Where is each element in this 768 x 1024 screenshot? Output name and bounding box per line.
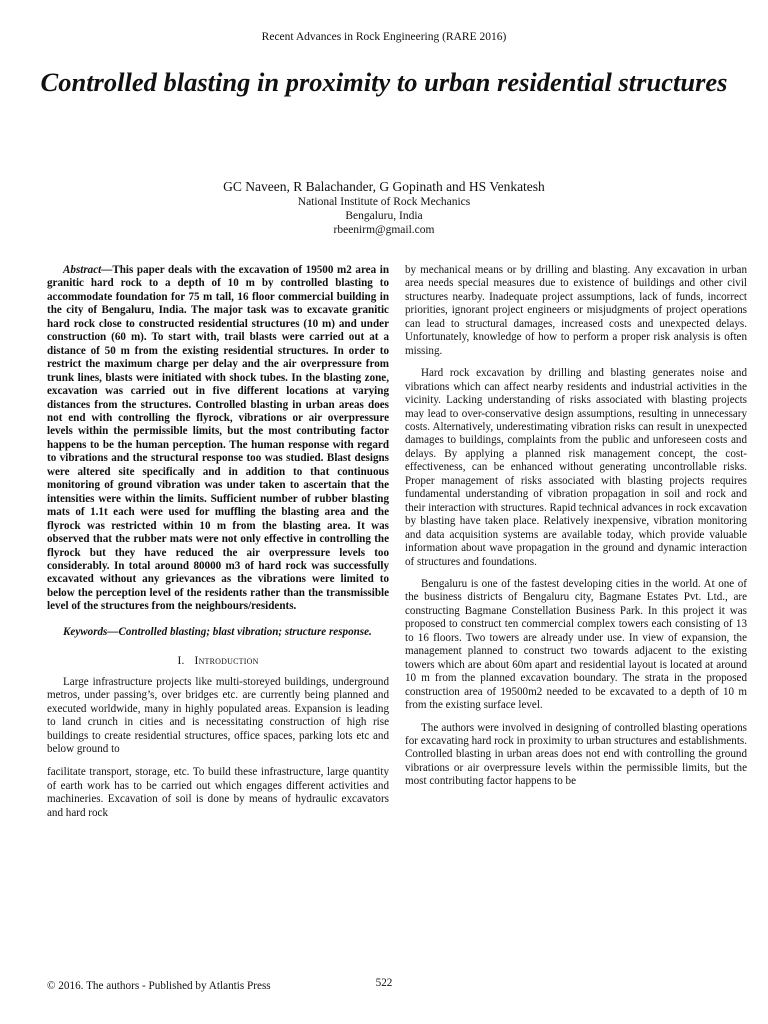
author-email: rbeenirm@gmail.com [333, 224, 435, 236]
section-title: Introduction [194, 655, 259, 668]
abstract-label: Abstract [63, 264, 102, 276]
paper-title: Controlled blasting in proximity to urban residential structures [40, 67, 728, 97]
abstract-text: This paper deals with the excavation of 19500 m2 area in granitic hard rock to a depth of 10 m by controlled blasting to accommodate foundation for 75 m tall, 16 floor commercial building in the city of Bengaluru, India. The major task was to excavate granitic hard rock close to constructed residential structures (10 m) and under construction (60 m). To start with, trail blasts were carried out at a distance of 50 m from the existing residential structures. In order to restrict the maximum charge per delay and the air overpressure from trunk lines, blasts were initiated with shock tubes. In the blasting zone, excavation was carried out in five different locations at varying distances from the structures. Controlled blasting in urban areas does not end with controlling the flyrock, vibrations or air overpressure levels within the permissible limits, but the most contributing factor happens to be the human perception. The human response with regard to vibrations and the structural response too was studied. Blast designs were altered site specifically and in addition to that continuous monitoring of ground vibration was under taken to ascertain that the intensities were within the limits. Sufficient number of rubber blasting mats of 1.1t each were used for muffling the blasting area and the flyrock was restricted within 10 m from the blasting area. It was observed that the rubber mats were not only effective in controlling the flyrock but they have reduced the air overpressure levels too considerably. In total around 80000 m3 of hard rock was successfully excavated without any grievances as the vibrations were limited to below the perception level of the residents rather than the transmissible level of the structures from the neighbours/residents. [47, 264, 389, 613]
section-number: I. [177, 655, 185, 668]
author-block [0, 178, 768, 237]
keywords-paragraph [47, 626, 389, 639]
author-names: GC Naveen, R Balachander, G Gopinath and HS Venkatesh [223, 179, 545, 194]
author-institution: National Institute of Rock Mechanics [297, 196, 471, 208]
intro-paragraph-2: facilitate transport, storage, etc. To build these infrastructure, large quantity of earth work has to be carried out which engages different activities and machineries. Excavation of soil is done by means of hydraulic excavators and hard rock [47, 766, 389, 819]
body-paragraph-3: Bengaluru is one of the fastest developing cities in the world. At one of the business districts of Bengaluru city, Bagmane Estates Pvt. Ltd., are constructing Bagmane Constellation Business Park. In this project it was proposed to construct ten commercial complex towers each consisting of 13 to 16 floors. Two towers are already under use. In view of expansion, the management planned to construct two towards adjacent to the existing towers which are about 60m apart and residential layout is located at around 10 m from the planned excavation boundary. The strata in the proposed construction area of 19500m2 needed to be excavated to a depth of 10 m from the existing surface level. [405, 577, 747, 712]
abstract-dash: — [101, 264, 113, 276]
section-heading-introduction [47, 655, 389, 668]
intro-paragraph-1: Large infrastructure projects like multi-storeyed buildings, underground metros, under passing’s, over bridges etc. are currently being planned and executed worldwide, many in highly populated areas. Expansion is leading to land crunch in cities and is necessitating construction of high rise buildings to create residential structures, office spaces, parking lots etc and below ground to [47, 675, 389, 755]
keywords-text: Controlled blasting; blast vibration; structure response. [118, 625, 372, 638]
keywords-dash: — [107, 625, 119, 638]
body-paragraph-2: Hard rock excavation by drilling and blasting generates noise and vibrations which can affect nearby residents and industrial activities in the vicinity. Lacking understanding of risks associated with blasting projects may lead to over-conservative design assumptions, resulting in unnecessary costs. Alternatively, underestimating vibration risks can result in unexpected damages to buildings, complaints from the public and unforeseen costs and delays. By applying a planned risk management concept, the cost-effectiveness, can be enhanced without generating uncontrollable risks. Proper management of risks associated with blasting projects requires fundamental understanding of vibration propagation in soil and rock and their interaction with structures. Rapid technical advances in rock excavation by blasting have taken place. Relatively inexpensive, vibration monitoring and data acquisition systems are available today, which provide valuable information about wave propagation in the ground and dynamic interaction of structures and foundations. [405, 367, 747, 568]
right-column [405, 264, 747, 789]
abstract-paragraph [47, 264, 389, 614]
keywords-label: Keywords [63, 625, 108, 638]
conference-header: Recent Advances in Rock Engineering (RARE 2016) [261, 31, 507, 43]
body-paragraph-4: The authors were involved in designing of controlled blasting operations for excavating hard rock in proximity to urban structures and establishments. Controlled blasting in urban areas does not end with controlling the ground vibrations or air overpressure levels within the permissible limits, but the most contributing factor happens to be [405, 721, 747, 788]
body-paragraph-1: by mechanical means or by drilling and blasting. Any excavation in urban area needs special measures due to existence of buildings and other civil structures nearby. Inadequate project assumptions, lack of funds, incorrect priorities, ignorant project engineers or misjudgments of project operations can lead to structural damages, increased costs and unexpected delays. Unfortunately, knowledge of how to perform a proper risk analysis is often missing. [405, 264, 747, 357]
page-number: 522 [375, 977, 393, 989]
copyright-notice: © 2016. The authors - Published by Atlantis Press [47, 980, 271, 992]
author-location: Bengaluru, India [345, 210, 423, 222]
left-column [47, 264, 389, 820]
